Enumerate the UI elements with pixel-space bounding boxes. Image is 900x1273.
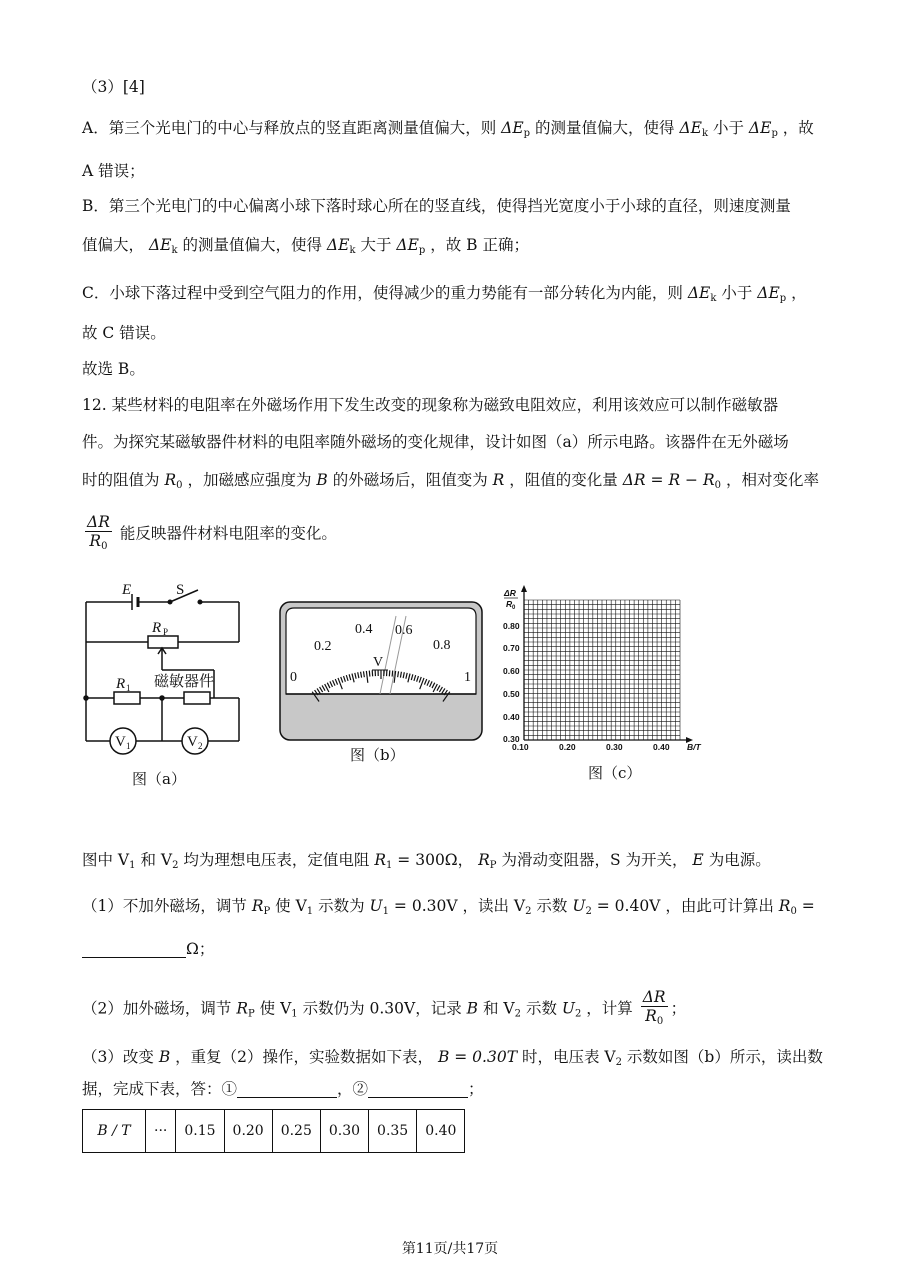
answer-blank-r0[interactable] bbox=[82, 939, 186, 958]
dial-label-0.2: 0.2 bbox=[314, 639, 332, 654]
label-device: 磁敏器件 bbox=[154, 672, 215, 690]
y-axis-label-num: ΔR bbox=[504, 588, 516, 598]
data-table bbox=[82, 1109, 465, 1153]
table-cell: 0.30 bbox=[320, 1110, 368, 1153]
dial-unit: V bbox=[373, 655, 384, 670]
label-r1-sub: 1 bbox=[126, 683, 131, 693]
q12-line-4: $\frac{\Delta R}{R_0}$ 能反映器件材料电阻率的变化。 bbox=[82, 513, 337, 556]
table-cell: 0.25 bbox=[272, 1110, 320, 1153]
part-1-line-2: Ω； bbox=[82, 938, 214, 960]
y-tick-0.80: 0.80 bbox=[503, 621, 520, 631]
table-cell: 0.15 bbox=[176, 1110, 224, 1153]
label-rp-sub: P bbox=[163, 627, 169, 637]
y-tick-0.30: 0.30 bbox=[503, 734, 520, 744]
dial-label-0: 0 bbox=[290, 670, 297, 685]
part-1-line-1: （1）不加外磁场，调节 $R_P$ 使 $V_1$ 示数为 $U_1 = 0.30V$ ，读出 $V_2$ 示数 $U_2 = 0.40V$ ，由此可计算出 $R_0$ = bbox=[82, 897, 815, 917]
y-tick-0.60: 0.60 bbox=[503, 666, 520, 676]
answer-blank-1[interactable] bbox=[237, 1079, 337, 1098]
y-tick-0.40: 0.40 bbox=[503, 712, 520, 722]
circuit-diagram bbox=[80, 576, 250, 758]
label-v1: V bbox=[115, 734, 126, 750]
dial-tick bbox=[392, 671, 393, 677]
ratio-fraction-2: $\frac{\Delta R}{R_0}$ bbox=[642, 988, 666, 1027]
label-v2: V bbox=[187, 734, 198, 750]
option-b-line-2: 值偏大， $\Delta E_k$ 的测量值偏大，使得 $\Delta E_k$ 大于 $\Delta E_p$ ，故 B 正确； bbox=[82, 236, 529, 256]
dial-label-0.4: 0.4 bbox=[355, 622, 373, 637]
figure-c-caption: 图（c） bbox=[588, 764, 642, 782]
ratio-fraction: $\frac{\Delta R}{R_0}$ bbox=[87, 513, 110, 552]
dial-tick bbox=[369, 671, 370, 677]
table-header-cell: B / T bbox=[83, 1110, 146, 1153]
figure-a-caption: 图（a） bbox=[132, 770, 186, 788]
part-3-line-2: 据，完成下表，答：① ，② ； bbox=[82, 1080, 484, 1098]
y-axis-label-den-sub: 0 bbox=[512, 605, 516, 611]
page-footer: 第11页/共17页 bbox=[401, 1241, 499, 1257]
table-row bbox=[83, 1110, 465, 1153]
label-e: E bbox=[122, 582, 132, 598]
x-axis-label: B/T bbox=[687, 742, 701, 752]
table-cell: 0.20 bbox=[224, 1110, 272, 1153]
y-tick-0.70: 0.70 bbox=[503, 643, 520, 653]
option-a-line-1: A．第三个光电门的中心与释放点的竖直距离测量值偏大，则 $\Delta E_p$ 的测量值偏大，使得 $\Delta E_k$ 小于 $\Delta E_p$ ，故 bbox=[82, 119, 814, 139]
voltmeter-figure bbox=[278, 600, 484, 742]
option-c-line-2: 故 C 错误。 bbox=[82, 324, 166, 342]
table-cell: 0.35 bbox=[369, 1110, 417, 1153]
part-3-line-1: （3）改变 B ，重复（2）操作，实验数据如下表， B = 0.30T 时，电压表 $V_2$ 示数如图（b）所示，读出数 bbox=[82, 1048, 823, 1068]
x-tick-0.10: 0.10 bbox=[512, 742, 529, 752]
option-c-line-1: C．小球下落过程中受到空气阻力的作用，使得减少的重力势能有一部分转化为内能，则 $\Delta E_k$ 小于 $\Delta E_p$ ， bbox=[82, 284, 807, 304]
label-v1-sub: 1 bbox=[126, 741, 131, 751]
label-rp: R bbox=[152, 620, 162, 636]
y-tick-0.50: 0.50 bbox=[503, 689, 520, 699]
dial-label-0.8: 0.8 bbox=[433, 638, 451, 653]
answer-blank-2[interactable] bbox=[368, 1079, 468, 1098]
answer-heading: （3）[4] bbox=[82, 78, 145, 96]
dial-label-0.6: 0.6 bbox=[395, 623, 413, 638]
q12-line-3: 时的阻值为 $R_0$ ，加磁感应强度为 B 的外磁场后，阻值变为 R ，阻值的变化量 $\Delta R = R - R_0$ ，相对变化率 bbox=[82, 471, 819, 491]
option-b-line-1: B．第三个光电门的中心偏离小球下落时球心所在的竖直线，使得挡光宽度小于小球的直径，则速度测量 bbox=[82, 197, 791, 215]
part-2-line: （2）加外磁场，调节 $R_P$ 使 $V_1$ 示数仍为 0.30V，记录 B 和 $V_2$ 示数 $U_2$ ，计算 $\frac{\Delta R}{R_0}$ ； bbox=[82, 988, 686, 1031]
q12-line-1: 12. 某些材料的电阻率在外磁场作用下发生改变的现象称为磁致电阻效应，利用该效应可以制作磁敏器 bbox=[82, 396, 779, 414]
label-r1: R bbox=[116, 676, 126, 692]
dial-label-1: 1 bbox=[464, 670, 471, 685]
q12-line-2: 件。为探究某磁敏器件材料的电阻率随外磁场的变化规律，设计如图（a）所示电路。该器件在无外磁场 bbox=[82, 433, 789, 451]
y-axis-label-den: R bbox=[506, 599, 513, 609]
table-cell: 0.40 bbox=[417, 1110, 465, 1153]
meters-description: 图中 $V_1$ 和 $V_2$ 均为理想电压表，定值电阻 $R_1 = 300\Omega$， $R_P$ 为滑动变阻器，S 为开关， E 为电源。 bbox=[82, 851, 771, 871]
answer-choice: 故选 B。 bbox=[82, 360, 145, 378]
figure-b-caption: 图（b） bbox=[350, 746, 405, 764]
x-tick-0.20: 0.20 bbox=[559, 742, 576, 752]
option-a-line-2: A 错误； bbox=[82, 162, 145, 180]
label-v2-sub: 2 bbox=[198, 741, 203, 751]
graph-paper-figure bbox=[500, 584, 710, 752]
x-tick-0.30: 0.30 bbox=[606, 742, 623, 752]
label-s: S bbox=[176, 582, 185, 598]
x-tick-0.40: 0.40 bbox=[653, 742, 670, 752]
table-cell: ··· bbox=[146, 1110, 176, 1153]
